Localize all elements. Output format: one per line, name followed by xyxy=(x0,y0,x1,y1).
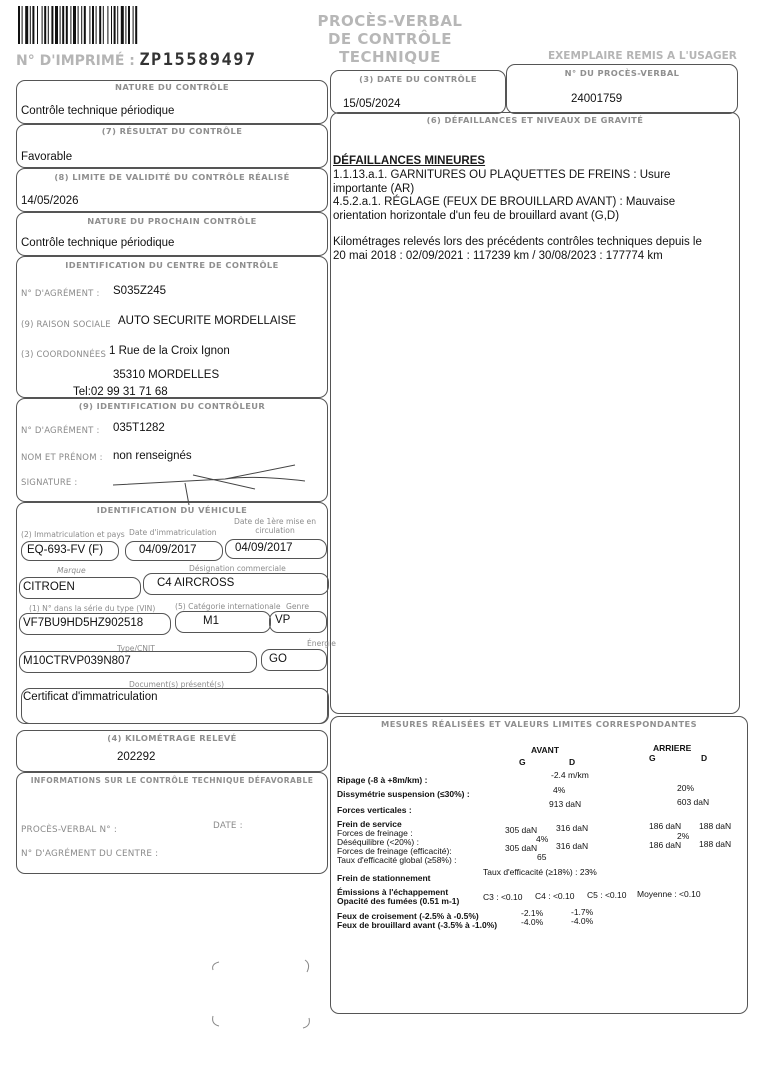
defavorable-title: INFORMATIONS SUR LE CONTRÔLE TECHNIQUE DÉFAVORABLE xyxy=(30,776,314,785)
forces-eff-label: Forces de freinage (efficacité): xyxy=(337,846,452,856)
categorie-value: M1 xyxy=(203,615,219,627)
address-value: 1 Rue de la Croix Ignon xyxy=(109,345,230,357)
immat-value: EQ-693-FV (F) xyxy=(27,544,104,556)
opacite-label: Opacité des fumées (0.51 m-1) xyxy=(337,896,460,906)
defavorable-pv-label: PROCÈS-VERBAL N° : xyxy=(21,825,118,835)
c4-value: C4 : <0.10 xyxy=(535,891,575,901)
document-title xyxy=(280,12,500,66)
frein-service-label: Frein de service xyxy=(337,819,402,829)
mesures-box xyxy=(330,716,748,1014)
categorie-label: (5) Catégorie internationale xyxy=(175,602,281,611)
vehicule-title: IDENTIFICATION DU VÉHICULE xyxy=(96,505,248,515)
ripage-value: -2.4 m/km xyxy=(551,770,589,780)
result-value: Favorable xyxy=(21,151,73,163)
avant-g: G xyxy=(519,757,526,767)
validity-title: (8) LIMITE DE VALIDITÉ DU CONTRÔLE RÉALISÉ xyxy=(54,172,290,182)
raison-label: (9) RAISON SOCIALE xyxy=(21,320,111,330)
taux-global-label: Taux d'efficacité global (≥58%) : xyxy=(337,855,457,865)
deseq-av: 4% xyxy=(536,834,549,844)
defect-1-line1: 1.1.13.a.1. GARNITURES OU PLAQUETTES DE FREINS : Usure xyxy=(333,169,671,181)
energie-value: GO xyxy=(269,653,287,665)
ff-av-d: 316 daN xyxy=(556,823,589,833)
validity-box xyxy=(16,168,328,212)
result-title: (7) RÉSULTAT DU CONTRÔLE xyxy=(101,126,243,136)
nom-value: non renseignés xyxy=(113,450,192,462)
kilometrage-title: (4) KILOMÉTRAGE RELEVÉ xyxy=(107,733,237,743)
ripage-label: Ripage (-8 à +8m/km) : xyxy=(337,775,428,785)
crois-d: -1.7% xyxy=(571,907,594,917)
controleur-box xyxy=(16,398,328,502)
fe-ar-g: 186 daN xyxy=(649,840,682,850)
next-value: Contrôle technique périodique xyxy=(21,237,175,249)
print-number-value: ZP15589497 xyxy=(139,50,257,70)
raison-value: AUTO SECURITE MORDELLAISE xyxy=(118,315,297,327)
categorie-field xyxy=(175,611,271,633)
brou-g: -4.0% xyxy=(521,917,544,927)
fe-av-g: 305 daN xyxy=(505,843,538,853)
title-line2: DE CONTRÔLE TECHNIQUE xyxy=(327,30,453,66)
fe-ar-d: 188 daN xyxy=(699,839,732,849)
centre-agrement-label: N° D'AGRÉMENT : xyxy=(21,289,100,299)
city-value: 35310 MORDELLES xyxy=(113,369,220,381)
centre-agrement-value: S035Z245 xyxy=(113,285,167,297)
mesures-title: MESURES RÉALISÉES ET VALEURS LIMITES CORRESPONDANTES xyxy=(381,719,697,729)
coord-label: (3) COORDONNÉES xyxy=(21,350,107,360)
vehicule-box xyxy=(16,502,336,724)
c3-value: C3 : <0.10 xyxy=(483,892,523,902)
forces-freinage-label: Forces de freinage : xyxy=(337,828,413,838)
stamp-marks xyxy=(205,952,325,1042)
fe-av-d: 316 daN xyxy=(556,841,589,851)
kilometrage-value: 202292 xyxy=(117,751,156,763)
defavorable-agrement-label: N° D'AGRÉMENT DU CENTRE : xyxy=(21,849,159,859)
arriere-heading: ARRIERE xyxy=(653,743,692,753)
deseq-ar: 2% xyxy=(677,831,690,841)
arriere-d: D xyxy=(701,753,708,763)
forces-vert-ar: 603 daN xyxy=(677,797,710,807)
emissions-label: Émissions à l'échappement xyxy=(337,887,449,897)
print-number xyxy=(16,50,257,70)
taux-global-value: 65 xyxy=(537,852,547,862)
arriere-g: G xyxy=(649,753,656,763)
result-box xyxy=(16,124,328,168)
nature-value: Contrôle technique périodique xyxy=(21,105,175,117)
validity-value: 14/05/2026 xyxy=(21,195,79,207)
type-label: Type/CNIT xyxy=(117,644,155,653)
documents-label: Document(s) présenté(s) xyxy=(129,680,225,689)
signature-scribble xyxy=(105,455,305,505)
moyenne-value: Moyenne : <0.10 xyxy=(637,889,701,899)
date-first-value: 04/09/2017 xyxy=(235,542,293,554)
brouillard-label: Feux de brouillard avant (-3.5% à -1.0%) xyxy=(337,920,498,930)
documents-value: Certificat d'immatriculation xyxy=(23,691,158,703)
kilometrage-box xyxy=(16,730,328,772)
nom-label: NOM ET PRÉNOM : xyxy=(21,453,103,463)
defavorable-box xyxy=(16,772,328,874)
croisement-label: Feux de croisement (-2.5% à -0.5%) xyxy=(337,911,479,921)
genre-value: VP xyxy=(275,614,291,626)
energie-label: Énergie xyxy=(307,639,336,648)
vin-label: (1) N° dans la série du type (VIN) xyxy=(29,604,156,613)
c5-value: C5 : <0.10 xyxy=(587,890,627,900)
pv-number-title: N° DU PROCÈS-VERBAL xyxy=(564,68,680,78)
forces-vert-label: Forces verticales : xyxy=(337,805,412,815)
dissym-ar: 20% xyxy=(677,783,695,793)
defect-2-line2: orientation horizontale d'un feu de brouillard avant (G,D) xyxy=(333,210,620,222)
vin-value: VF7BU9HD5HZ902518 xyxy=(23,617,144,629)
minor-heading: DÉFAILLANCES MINEURES xyxy=(333,155,486,167)
nature-title: NATURE DU CONTRÔLE xyxy=(115,82,229,92)
dissym-av: 4% xyxy=(553,785,566,795)
nature-box xyxy=(16,80,328,124)
dissym-label: Dissymétrie suspension (≤30%) : xyxy=(337,789,470,799)
print-number-label: N° D'IMPRIMÉ : xyxy=(16,53,135,69)
centre-box xyxy=(16,256,328,398)
defect-1-line2: importante (AR) xyxy=(333,183,415,195)
km-history-line2: 20 mai 2018 : 02/09/2021 : 117239 km / 30/08/2023 : 177774 km xyxy=(333,250,663,262)
defaillances-title: (6) DÉFAILLANCES ET NIVEAUX DE GRAVITÉ xyxy=(426,115,644,125)
date-immat-label: Date d'immatriculation xyxy=(129,528,217,537)
designation-label: Désignation commerciale xyxy=(189,564,286,573)
controleur-title: (9) IDENTIFICATION DU CONTRÔLEUR xyxy=(78,401,266,411)
signature-label: SIGNATURE : xyxy=(21,478,78,488)
copy-note: EXEMPLAIRE REMIS A L'USAGER xyxy=(548,50,737,62)
next-control-box xyxy=(16,212,328,256)
date-controle-box xyxy=(330,70,506,114)
tel-value: Tel:02 99 31 71 68 xyxy=(73,386,168,398)
barcode xyxy=(18,6,166,44)
date-first-label: Date de 1ère mise en circulation xyxy=(233,517,317,535)
ff-av-g: 305 daN xyxy=(505,825,538,835)
avant-heading: AVANT xyxy=(531,745,560,755)
stationnement-value: Taux d'efficacité (≥18%) : 23% xyxy=(483,867,597,877)
brou-d: -4.0% xyxy=(571,916,594,926)
date-controle-title: (3) DATE DU CONTRÔLE xyxy=(359,74,477,84)
ff-ar-d: 188 daN xyxy=(699,821,732,831)
ff-ar-g: 186 daN xyxy=(649,821,682,831)
pv-number-box xyxy=(506,64,738,114)
crois-g: -2.1% xyxy=(521,908,544,918)
immat-label: (2) Immatriculation et pays xyxy=(21,530,125,539)
date-controle-value: 15/05/2024 xyxy=(343,98,401,110)
centre-title: IDENTIFICATION DU CENTRE DE CONTRÔLE xyxy=(65,260,279,270)
avant-d: D xyxy=(569,757,576,767)
date-immat-value: 04/09/2017 xyxy=(139,544,197,556)
defaillances-box xyxy=(330,112,740,714)
desequilibre-label: Déséquilibre (<20%) : xyxy=(337,837,419,847)
controleur-agrement-label: N° D'AGRÉMENT : xyxy=(21,426,100,436)
stationnement-label: Frein de stationnement xyxy=(337,873,431,883)
designation-value: C4 AIRCROSS xyxy=(157,577,235,589)
km-history-line1: Kilométrages relevés lors des précédents contrôles techniques depuis le xyxy=(333,236,702,248)
marque-label: Marque xyxy=(57,566,86,575)
defavorable-date-label: DATE : xyxy=(213,821,243,831)
defect-2-line1: 4.5.2.a.1. RÉGLAGE (FEUX DE BROUILLARD AVANT) : Mauvaise xyxy=(333,196,676,208)
forces-vert-av: 913 daN xyxy=(549,799,582,809)
marque-value: CITROEN xyxy=(23,581,75,593)
type-value: M10CTRVP039N807 xyxy=(23,655,131,667)
genre-label: Genre xyxy=(286,602,309,611)
next-title: NATURE DU PROCHAIN CONTRÔLE xyxy=(87,216,257,226)
controleur-agrement-value: 035T1282 xyxy=(113,422,165,434)
title-line1: PROCÈS-VERBAL xyxy=(317,12,463,30)
pv-number-value: 24001759 xyxy=(571,93,623,105)
